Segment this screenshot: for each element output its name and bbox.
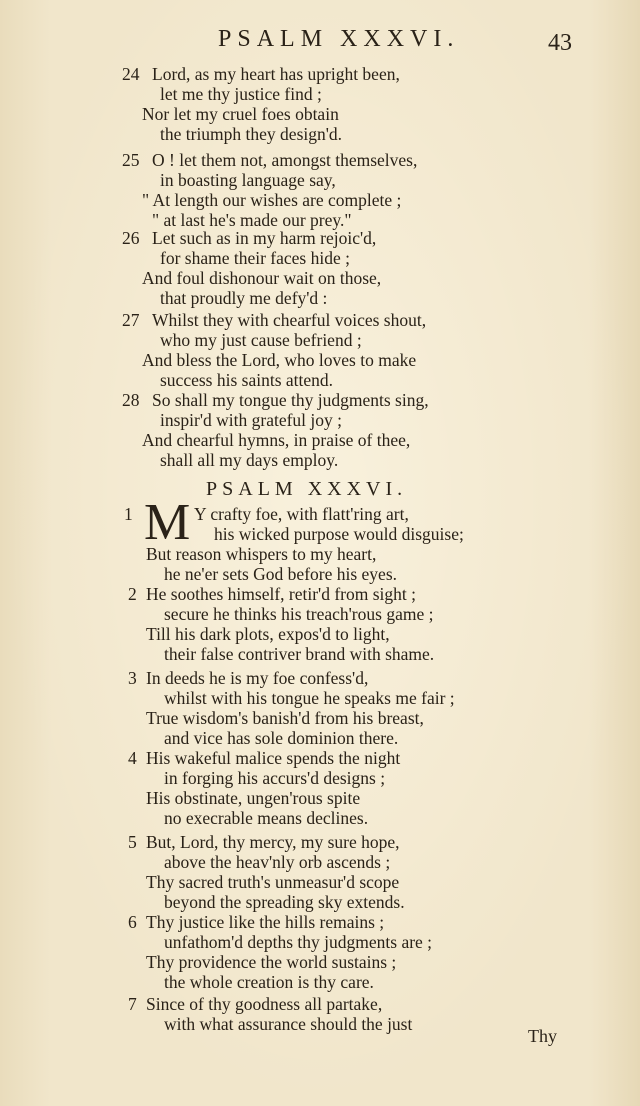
verse-line: " At length our wishes are complete ; (142, 190, 402, 210)
verse-number: 7 (128, 994, 137, 1014)
verse-line: Since of thy goodness all partake, (146, 994, 383, 1014)
verse-line: Nor let my cruel foes obtain (142, 104, 339, 124)
verse-line: the triumph they design'd. (160, 124, 343, 144)
verse-line: who my just cause befriend ; (160, 330, 362, 350)
verse-line: But reason whispers to my heart, (146, 544, 377, 564)
verse-number: 25 (122, 150, 140, 170)
verse-line: Thy justice like the hills remains ; (146, 912, 385, 932)
verse-line: His wakeful malice spends the night (146, 748, 401, 768)
verse-number: 1 (124, 504, 133, 524)
verse-line: Y crafty foe, with flatt'ring art, (194, 504, 409, 524)
verse-line: inspir'd with grateful joy ; (160, 410, 343, 430)
verse-line: no execrable means declines. (164, 808, 369, 828)
verse-line: And bless the Lord, who loves to make (142, 350, 417, 370)
verse-line: Thy sacred truth's unmeasur'd scope (146, 872, 400, 892)
verse-line: whilst with his tongue he speaks me fair ; (164, 688, 455, 708)
psalm-heading: PSALM XXXVI. (206, 478, 408, 500)
verse-number: 2 (128, 584, 137, 604)
verse-line: Let such as in my harm rejoic'd, (152, 228, 377, 248)
drop-cap: M (144, 494, 191, 551)
verse-line: Lord, as my heart has upright been, (152, 64, 400, 84)
verse-line: in forging his accurs'd designs ; (164, 768, 386, 788)
running-title: PSALM XXXVI. (218, 26, 460, 52)
verse-line: in boasting language say, (160, 170, 336, 190)
verse-line: His obstinate, ungen'rous spite (146, 788, 361, 808)
verse-number: 5 (128, 832, 137, 852)
verse-line: O ! let them not, amongst themselves, (152, 150, 418, 170)
verse-line: And foul dishonour wait on those, (142, 268, 382, 288)
verse-line: unfathom'd depths thy judgments are ; (164, 932, 433, 952)
verse-line: In deeds he is my foe confess'd, (146, 668, 369, 688)
verse-line: his wicked purpose would disguise; (214, 524, 464, 544)
verse-line: And chearful hymns, in praise of thee, (142, 430, 411, 450)
verse-line: with what assurance should the just (164, 1014, 413, 1034)
verse-line: True wisdom's banish'd from his breast, (146, 708, 424, 728)
verse-number: 4 (128, 748, 137, 768)
page-number: 43 (548, 30, 572, 56)
verse-number: 28 (122, 390, 140, 410)
verse-line: Till his dark plots, expos'd to light, (146, 624, 390, 644)
verse-line: let me thy justice find ; (160, 84, 322, 104)
verse-number: 26 (122, 228, 140, 248)
verse-line: But, Lord, thy mercy, my sure hope, (146, 832, 400, 852)
verse-line: shall all my days employ. (160, 450, 339, 470)
verse-line: for shame their faces hide ; (160, 248, 350, 268)
verse-line: success his saints attend. (160, 370, 334, 390)
verse-line: their false contriver brand with shame. (164, 644, 435, 664)
verse-line: secure he thinks his treach'rous game ; (164, 604, 434, 624)
catchword: Thy (528, 1026, 557, 1046)
verse-line: Whilst they with chearful voices shout, (152, 310, 427, 330)
verse-line: and vice has sole dominion there. (164, 728, 399, 748)
running-head (0, 26, 640, 56)
verse-number: 27 (122, 310, 140, 330)
verse-number: 3 (128, 668, 137, 688)
verse-line: " at last he's made our prey." (152, 210, 352, 230)
verse-line: the whole creation is thy care. (164, 972, 374, 992)
verse-line: above the heav'nly orb ascends ; (164, 852, 391, 872)
verse-line: So shall my tongue thy judgments sing, (152, 390, 429, 410)
verse-line: Thy providence the world sustains ; (146, 952, 397, 972)
verse-number: 6 (128, 912, 137, 932)
verse-number: 24 (122, 64, 140, 84)
verse-line: that proudly me defy'd : (160, 288, 328, 308)
verse-line: He soothes himself, retir'd from sight ; (146, 584, 416, 604)
verse-line: beyond the spreading sky extends. (164, 892, 405, 912)
verse-line: he ne'er sets God before his eyes. (164, 564, 398, 584)
